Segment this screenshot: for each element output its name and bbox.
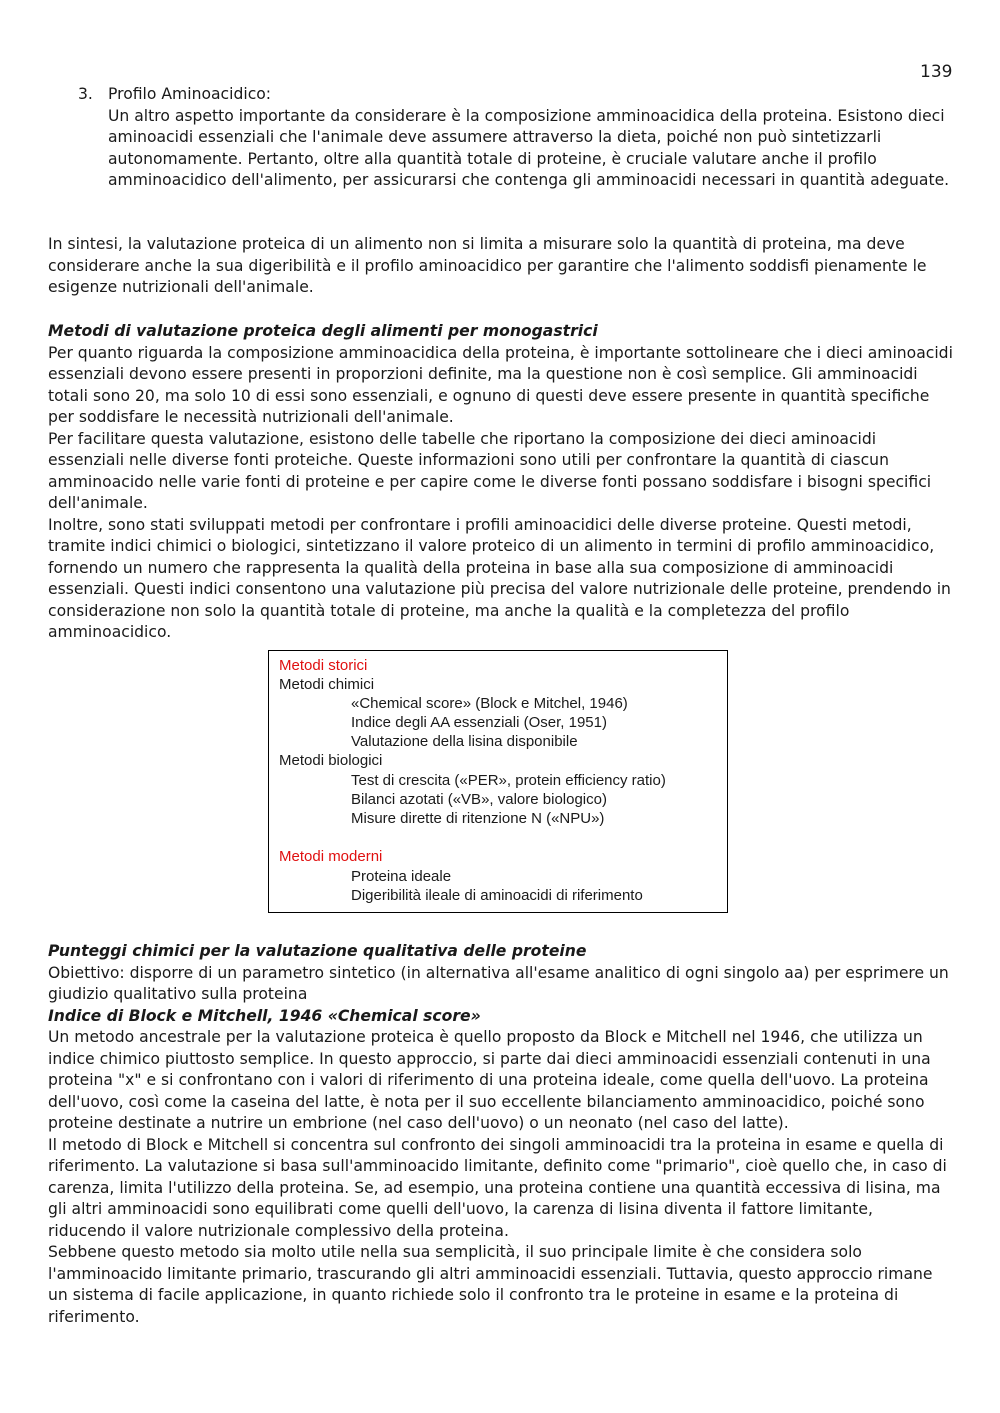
box-item: Proteina ideale xyxy=(351,868,452,885)
subsection-heading: Indice di Block e Mitchell, 1946 «Chemical score» xyxy=(48,1006,481,1025)
paragraph: Per facilitare questa valutazione, esistono delle tabelle che riportano la composizione dei dieci aminoacidi essenziali nelle diverse fonti proteiche. Queste informazioni sono utili per confrontare la quantità di ciascun amminoacido nelle varie fonti di proteine e per capire come le diverse fonti possano soddisfare i bisogni specifici dell'animale. xyxy=(48,429,932,512)
box-item: Digeribilità ileale di aminoacidi di riferimento xyxy=(351,887,643,904)
summary-paragraph: In sintesi, la valutazione proteica di un alimento non si limita a misurare solo la quantità di proteina, ma deve considerare anche la sua digeribilità e il profilo aminoacidico per garantire che l'alimento soddisfi pienamente le esigenze nutrizionali dell'animale. xyxy=(48,235,927,296)
box-item: Indice degli AA essenziali (Oser, 1951) xyxy=(351,714,607,731)
page-number: 139 xyxy=(920,62,953,82)
box-item: Test di crescita («PER», protein efficiency ratio) xyxy=(351,772,666,789)
box-label-modern: Metodi moderni xyxy=(279,848,383,865)
paragraph: Per quanto riguarda la composizione amminoacidica della proteina, è importante sottolineare che i dieci aminoacidi essenziali devono essere presenti in proporzioni definite, ma la questione non è così semplice. Gli amminoacidi totali sono 20, ma solo 10 di essi sono essenziali, e ognuno di questi deve essere presente in quantità specifiche per soddisfare le necessità nutrizionali dell'animale. xyxy=(48,343,953,426)
methods-section xyxy=(48,321,953,644)
box-item: Misure dirette di ritenzione N («NPU») xyxy=(351,810,605,827)
methods-box xyxy=(268,650,728,913)
paragraph: Inoltre, sono stati sviluppati metodi per confrontare i profili aminoacidici delle diverse proteine. Questi metodi, tramite indici chimici o biologici, sintetizzano il valore proteico di un alimento in termini di profilo amminoacidico, fornendo un numero che rappresenta la qualità della proteina in base alla sua composizione di amminoacidi essenziali. Questi indici consentono una valutazione più precisa del valore nutrizionale delle proteine, prendendo in considerazione non solo la quantità totale di proteine, ma anche la qualità e la completezza del profilo amminoacidico. xyxy=(48,515,951,641)
box-item: Bilanci azotati («VB», valore biologico) xyxy=(351,791,607,808)
section-heading: Punteggi chimici per la valutazione qualitativa delle proteine xyxy=(48,942,587,960)
paragraph: Il metodo di Block e Mitchell si concentra sul confronto dei singoli amminoacidi tra la proteina in esame e quella di riferimento. La valutazione si basa sull'amminoacido limitante, definito come "primario", cioè quello che, in caso di carenza, limita l'utilizzo della proteina. Se, ad esempio, una proteina contiene una quantità eccessiva di lisina, ma gli altri amminoacidi sono equilibrati come quelli dell'uovo, la carenza di lisina diventa il fattore limitante, riducendo il valore nutrizionale complessivo della proteina. xyxy=(48,1135,947,1240)
box-item: Valutazione della lisina disponibile xyxy=(351,733,578,750)
box-label-biological: Metodi biologici xyxy=(279,752,383,769)
list-item-body: Un altro aspetto importante da considerare è la composizione amminoacidica della proteina. Esistono dieci aminoacidi essenziali che l'animale deve assumere attraverso la dieta, poiché non può sintetizzarli autonomamente. Pertanto, oltre alla quantità totale di proteine, è cruciale valutare anche il profilo amminoacidico dell'alimento, per assicurarsi che contenga gli amminoacidi necessari in quantità adeguate. xyxy=(108,106,950,189)
paragraph: Sebbene questo metodo sia molto utile nella sua semplicità, il suo principale limite è che considera solo l'amminoacido limitante primario, trascurando gli altri amminoacidi essenziali. Tuttavia, questo approccio rimane un sistema di facile applicazione, in quanto richiede solo il confronto tra le proteine in esame e la proteina di riferimento. xyxy=(48,1243,933,1326)
list-item-title: Profilo Aminoacidico: xyxy=(108,85,272,103)
section-heading: Metodi di valutazione proteica degli alimenti per monogastrici xyxy=(48,322,598,340)
list-item-number: 3. xyxy=(78,85,93,103)
box-label-chemical: Metodi chimici xyxy=(279,676,375,693)
objective-paragraph: Obiettivo: disporre di un parametro sintetico (in alternativa all'esame analitico di ogni singolo aa) per esprimere un giudizio qualitativo sulla proteina xyxy=(48,963,949,1003)
box-label-historic: Metodi storici xyxy=(279,657,368,674)
summary-block xyxy=(48,234,953,299)
paragraph: Un metodo ancestrale per la valutazione proteica è quello proposto da Block e Mitchell nel 1946, che utilizza un indice chimico piuttosto semplice. In questo approccio, si parte dai dieci amminoacidi essenziali contenuti in una proteina "x" e si confrontano con i valori di riferimento di una proteina ideale, come quella dell'uovo. La proteina dell'uovo, così come la caseina del latte, è nota per il suo eccellente bilanciamento amminoacidico, poiché sono proteine destinate a nutrire un embrione (nel caso dell'uovo) o un neonato (nel caso del latte). xyxy=(48,1028,931,1132)
box-item: «Chemical score» (Block e Mitchel, 1946) xyxy=(351,695,628,712)
chemical-scores-section xyxy=(48,941,953,1328)
